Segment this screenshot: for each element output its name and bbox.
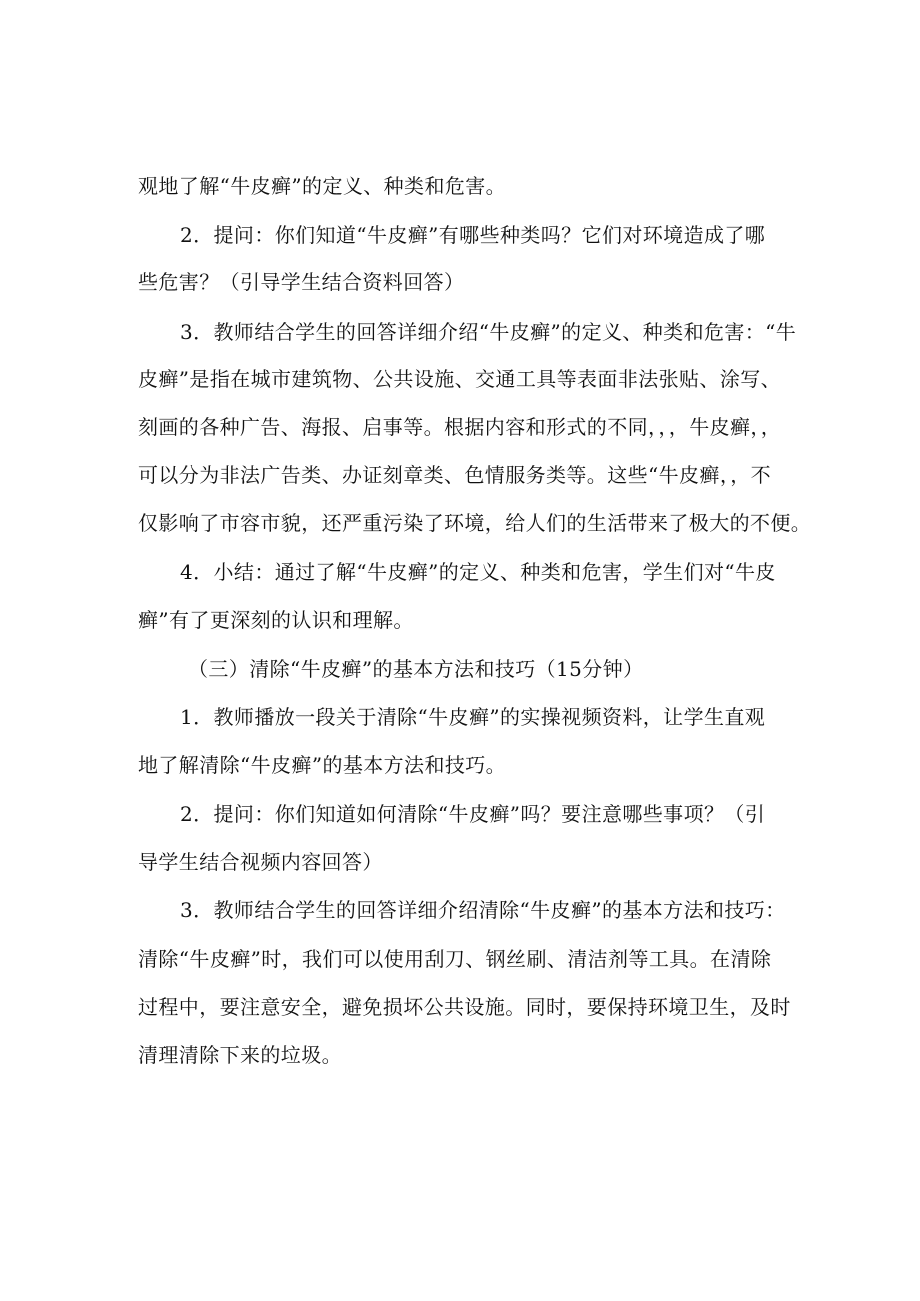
text-line: 2．提问：你们知道“牛皮癣”有哪些种类吗？它们对环境造成了哪 — [180, 223, 766, 247]
text-line: 观地了解“牛皮癣”的定义、种类和危害。 — [138, 174, 507, 198]
text-line: 过程中，要注意安全，避免损坏公共设施。同时，要保持环境卫生，及时 — [138, 995, 791, 1019]
text-line: 皮癣”是指在城市建筑物、公共设施、交通工具等表面非法张贴、涂写、 — [138, 367, 782, 391]
text-line: 清除“牛皮癣”时，我们可以使用刮刀、钢丝刷、清洁剂等工具。在清除 — [138, 947, 772, 971]
text-line: 3．教师结合学生的回答详细介绍清除“牛皮癣”的基本方法和技巧： — [180, 898, 786, 922]
text-line: 清理清除下来的垃圾。 — [138, 1043, 342, 1067]
text-line: 导学生结合视频内容回答） — [138, 850, 383, 874]
text-line: 癣”有了更深刻的认识和理解。 — [138, 608, 414, 632]
section-heading: （三）清除“牛皮癣”的基本方法和技巧（15分钟） — [188, 657, 644, 681]
text-line: 地了解清除“牛皮癣”的基本方法和技巧。 — [138, 753, 507, 777]
text-line: 1．教师播放一段关于清除“牛皮癣”的实操视频资料，让学生直观 — [180, 705, 766, 729]
text-line: 仅影响了市容市貌，还严重污染了环境，给人们的生活带来了极大的不便。 — [138, 511, 812, 535]
text-line: 2．提问：你们知道如何清除“牛皮癣”吗？要注意哪些事项？（引 — [180, 802, 766, 826]
text-line: 些危害？（引导学生结合资料回答） — [138, 270, 465, 294]
text-line: 4．小结：通过了解“牛皮癣”的定义、种类和危害，学生们对“牛皮 — [180, 560, 776, 584]
text-line: 可以分为非法广告类、办证刻章类、色情服务类等。这些“牛皮癣，，不 — [138, 463, 772, 487]
text-line: 刻画的各种广告、海报、启事等。根据内容和形式的不同，，，牛皮癣，， — [138, 415, 782, 439]
text-line: 3．教师结合学生的回答详细介绍“牛皮癣”的定义、种类和危害：“牛 — [180, 320, 797, 344]
